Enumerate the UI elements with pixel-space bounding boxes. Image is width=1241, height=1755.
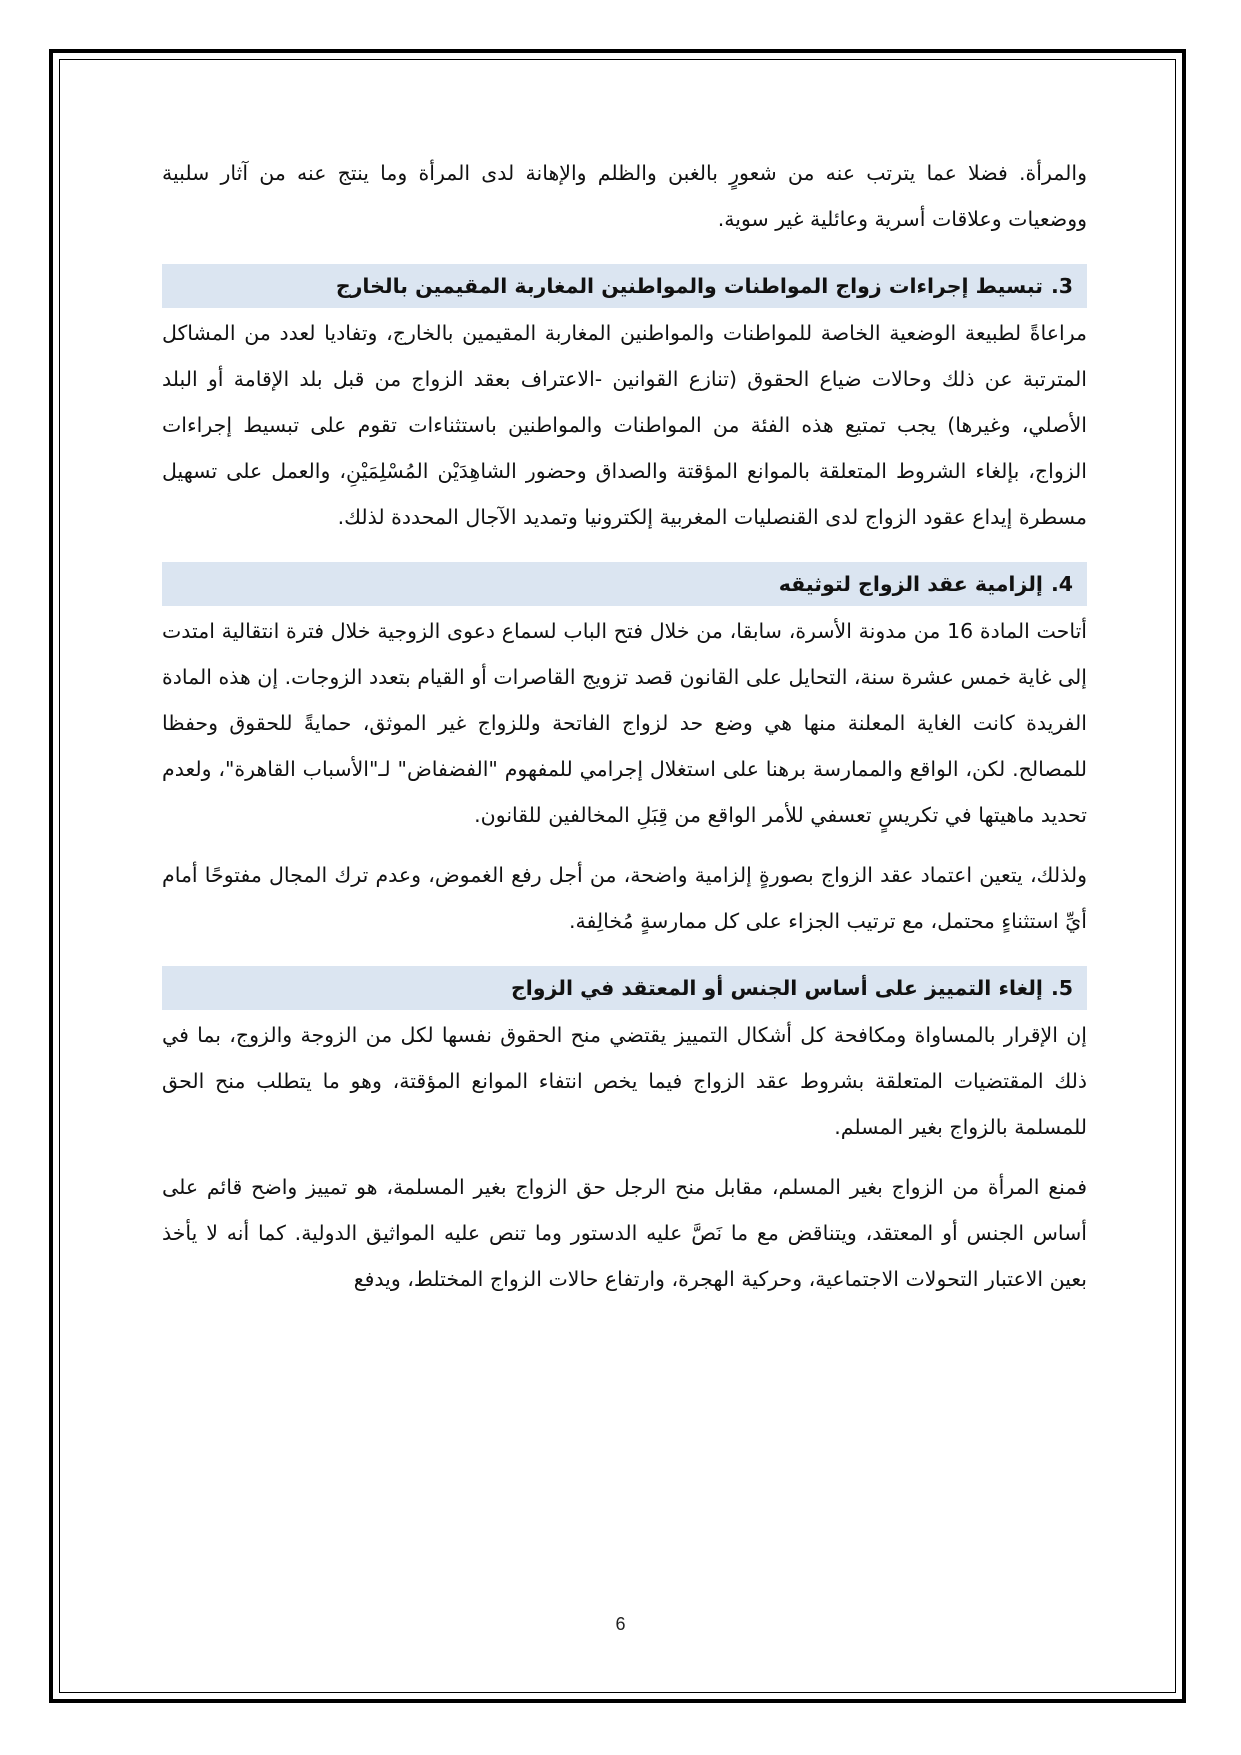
section-4-paragraph-1: أتاحت المادة 16 من مدونة الأسرة، سابقا، من خلال فتح الباب لسماع دعوى الزوجية خلال فترة انتقالية امتدت إلى غاية خمس عشرة سنة، التحايل على القانون قصد تزويج القاصرات أو القيام بتعدد الزوجات. إن هذه المادة الفريدة كانت الغاية المعلنة منها هي وضع حد لزواج الفاتحة وللزواج غير الموثق، حمايةً للحقوق وحفظا للمصالح. لكن، الواقع والممارسة برهنا على استغلال إجرامي للمفهوم "الفضفاض" لـ"الأسباب القاهرة"، ولعدم تحديد ماهيتها في تكريسٍ تعسفي للأمر الواقع من قِبَلِ المخالفين للقانون. xyxy=(162,619,1087,827)
section-5-paragraph-1: إن الإقرار بالمساواة ومكافحة كل أشكال التمييز يقتضي منح الحقوق نفسها لكل من الزوجة والزوج، بما في ذلك المقتضيات المتعلقة بشروط عقد الزواج فيما يخص انتفاء الموانع المؤقتة، وهو ما يتطلب منح الحق للمسلمة بالزواج بغير المسلم. xyxy=(162,1023,1087,1139)
section-title-3: تبسيط إجراءات زواج المواطنات والمواطنين المغاربة المقيمين بالخارج xyxy=(335,274,1043,298)
section-number-4: 4. xyxy=(1050,572,1073,596)
document-body xyxy=(162,150,1087,1302)
section-3-paragraph-1: مراعاةً لطبيعة الوضعية الخاصة للمواطنات والمواطنين المغاربة المقيمين بالخارج، وتفاديا لعدد من المشاكل المترتبة عن ذلك وحالات ضياع الحقوق (تنازع القوانين -الاعتراف بعقد الزواج من قبل بلد الإقامة أو البلد الأصلي، وغيرها) يجب تمتيع هذه الفئة من المواطنات والمواطنين باستثناءات تقوم على تبسيط إجراءات الزواج، بإلغاء الشروط المتعلقة بالموانع المؤقتة والصداق وحضور الشاهِدَيْن المُسْلِمَيْنِ، والعمل على تسهيل مسطرة إيداع عقود الزواج لدى القنصليات المغربية إلكترونيا وتمديد الآجال المحددة لذلك. xyxy=(162,321,1087,529)
section-heading-4 xyxy=(162,562,1087,606)
section-heading-5 xyxy=(162,966,1087,1010)
section-title-4: إلزامية عقد الزواج لتوثيقه xyxy=(778,572,1043,596)
section-5-paragraph-2: فمنع المرأة من الزواج بغير المسلم، مقابل منح الرجل حق الزواج بغير المسلمة، هو تمييز واضح قائم على أساس الجنس أو المعتقد، ويتناقض مع ما نَصَّ عليه الدستور وما تنص عليه المواثيق الدولية. كما أنه لا يأخذ بعين الاعتبار التحولات الاجتماعية، وحركية الهجرة، وارتفاع حالات الزواج المختلط، ويدفع xyxy=(162,1175,1087,1291)
section-number-5: 5. xyxy=(1050,976,1073,1000)
section-number-3: 3. xyxy=(1050,274,1073,298)
section-title-5: إلغاء التمييز على أساس الجنس أو المعتقد في الزواج xyxy=(510,976,1043,1000)
section-heading-3 xyxy=(162,264,1087,308)
section-4-paragraph-2: ولذلك، يتعين اعتماد عقد الزواج بصورةٍ إلزامية واضحة، من أجل رفع الغموض، وعدم ترك المجال مفتوحًا أمام أيِّ استثناءٍ محتمل، مع ترتيب الجزاء على كل ممارسةٍ مُخالِفة. xyxy=(162,863,1087,933)
paragraph-continuation: والمرأة. فضلا عما يترتب عنه من شعورٍ بالغبن والظلم والإهانة لدى المرأة وما ينتج عنه من آثار سلبية ووضعيات وعلاقات أسرية وعائلية غير سوية. xyxy=(162,161,1087,231)
page-number: 6 xyxy=(615,1614,626,1634)
